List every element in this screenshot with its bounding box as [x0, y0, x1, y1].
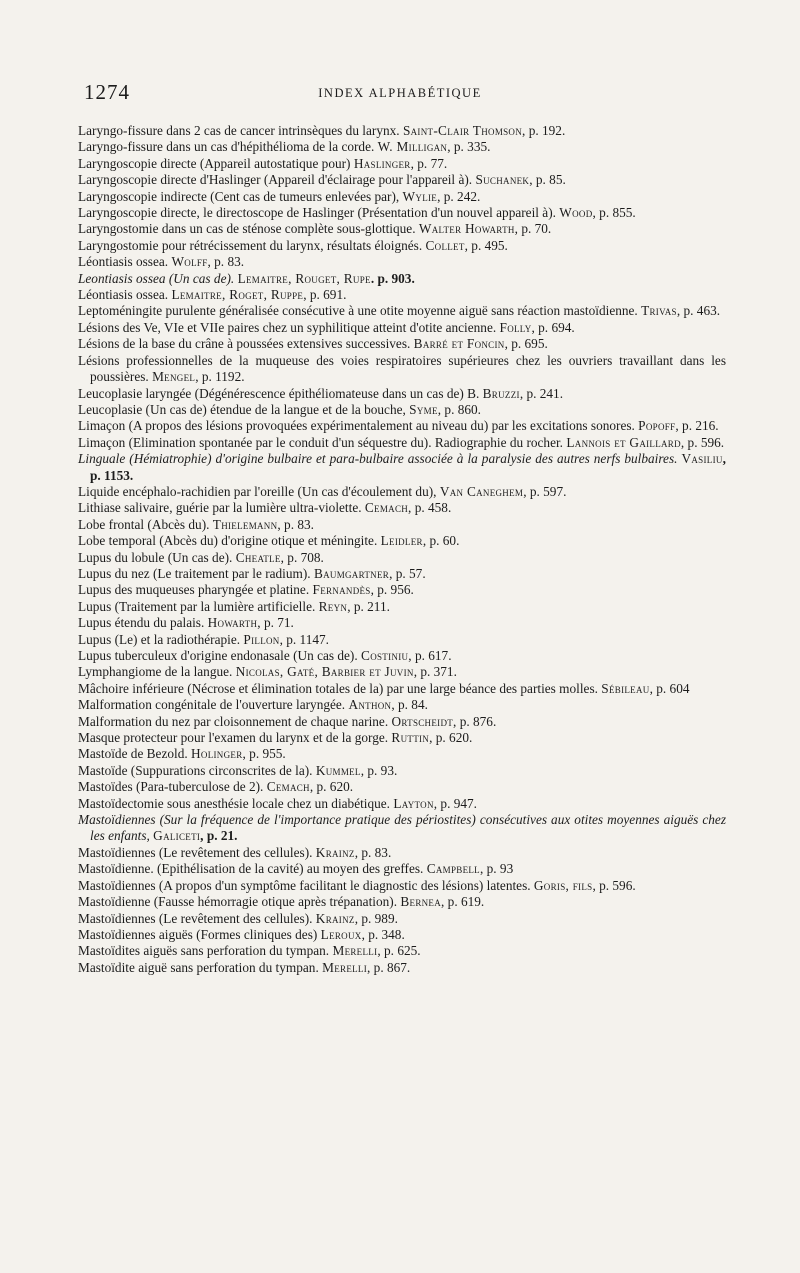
entry-title: Limaçon (Elimination spontanée par le conduit d'un séquestre du). Radiographie du rocher. [78, 434, 564, 450]
entry-page-ref: , p. 93 [479, 861, 514, 877]
entry-author: Mengel [152, 369, 196, 385]
index-entry [78, 336, 726, 352]
entry-author: Walter Howarth [418, 221, 515, 237]
index-entry [78, 746, 726, 762]
index-entry [78, 664, 726, 680]
entry-title: Laryngo-fissure dans un cas d'hépithélioma de la corde. [78, 139, 375, 155]
entry-author: Bernea [400, 894, 442, 910]
entry-author: Ortscheidt [391, 713, 454, 729]
entry-author: Lemaitre, Rouget, Rupe [237, 270, 371, 286]
index-entry [78, 648, 726, 664]
entry-page-ref: , p. 1192. [195, 369, 245, 385]
entry-author: Reyn [318, 598, 348, 614]
entry-author: Merelli [332, 943, 378, 959]
entry-title: Laryngoscopie directe d'Haslinger (Appareil d'éclairage pour l'appareil à). [78, 172, 473, 188]
index-entry [78, 566, 726, 582]
entry-author: Merelli [322, 959, 368, 975]
index-entry [78, 205, 726, 221]
entry-page-ref: , p. 620. [429, 730, 473, 746]
entry-author: Barré et Foncin [413, 336, 505, 352]
index-entry [78, 697, 726, 713]
entry-page-ref: , p. 1153. [90, 451, 726, 483]
entry-author: Anthon [348, 697, 392, 713]
entry-page-ref: , p. 604 [649, 680, 690, 696]
entry-title: Lupus tuberculeux d'origine endonasale (Un cas de). [78, 648, 358, 663]
index-entry [78, 681, 726, 697]
entry-author: Krainz [315, 910, 355, 926]
entry-author: Ruttin [391, 730, 430, 746]
entry-author: Leidler [380, 533, 423, 549]
index-entry [78, 927, 726, 943]
entry-page-ref: , p. 695. [504, 336, 548, 352]
entry-page-ref: , p. 71. [257, 615, 294, 631]
entry-author: Pillon [243, 631, 280, 647]
entry-title: Mastoïdiennes (Le revêtement des cellules). [78, 844, 313, 860]
entry-author: Trivas [641, 303, 677, 319]
entry-title: Limaçon (A propos des lésions provoquées expérimentalement au niveau du) par les excitations sonores. [78, 418, 635, 434]
entry-title: Mastoïdiennes (Sur la fréquence de l'importance pratique des périostites) consécutives aux otites moyennes aiguës chez les enfants, [78, 812, 726, 844]
entry-title: Leucoplasie (Un cas de) étendue de la langue et de la bouche, [78, 401, 406, 417]
index-entry [78, 254, 726, 270]
entry-title: Mastoïdiennes (Le revêtement des cellules). [78, 910, 313, 926]
index-entry [78, 402, 726, 418]
entry-page-ref: , p. 463. [676, 303, 721, 319]
index-entry [78, 845, 726, 861]
entry-title: Laryngoscopie directe (Appareil autostatique pour) [78, 155, 351, 171]
index-entry [78, 435, 726, 451]
entry-page-ref: , p. 93. [360, 762, 398, 778]
entry-author: Collet [425, 237, 465, 253]
entry-title: Mastoïdes (Para-tuberculose de 2). [78, 779, 264, 795]
entry-author: W. Milligan [377, 139, 448, 155]
index-entry [78, 861, 726, 877]
index-entry [78, 960, 726, 976]
index-entries [78, 123, 726, 976]
entry-author: Vasiliu [681, 451, 723, 467]
entry-page-ref: , p. 60. [422, 533, 460, 549]
index-entry [78, 386, 726, 402]
entry-author: Costiniu [361, 648, 409, 663]
index-entry [78, 500, 726, 516]
index-entry [78, 714, 726, 730]
entry-page-ref: , p. 57. [389, 565, 426, 581]
index-entry [78, 599, 726, 615]
entry-title: Laryngoscopie indirecte (Cent cas de tumeurs enlevées par), [78, 188, 400, 204]
entry-title: Mastoïdites aiguës sans perforation du tympan. [78, 943, 330, 959]
index-entry [78, 943, 726, 959]
entry-author: Bruzzi [482, 385, 520, 401]
entry-author: Galiceti [153, 828, 201, 844]
entry-page-ref: , p. 371. [413, 664, 457, 680]
entry-title: Laryngostomie dans un cas de sténose complète sous-glottique. [78, 221, 416, 237]
index-entry [78, 533, 726, 549]
entry-page-ref: , p. 855. [592, 205, 636, 221]
entry-author: Saint-Clair Thomson [402, 123, 523, 138]
entry-author: Lannois et Gaillard [566, 434, 681, 450]
entry-page-ref: , p. 876. [453, 713, 497, 729]
entry-title: Leptoméningite purulente généralisée consécutive à une otite moyenne aiguë sans réaction mastoïdienne. [78, 303, 638, 319]
entry-author: Fernandès [312, 582, 371, 598]
index-entry [78, 353, 726, 386]
index-entry [78, 582, 726, 598]
entry-title: Mastoïdiennes (A propos d'un symptôme facilitant le diagnostic des lésions) latentes. [78, 877, 531, 893]
entry-page-ref: , p. 625. [377, 943, 421, 959]
entry-author: Leroux [320, 926, 362, 942]
entry-author: Howarth [207, 615, 258, 631]
entry-author: Lemaitre, Roget, Ruppe [171, 287, 304, 303]
entry-author: Layton [393, 795, 434, 811]
entry-title: Lésions de la base du crâne à poussées extensives successives. [78, 336, 411, 352]
running-title: INDEX ALPHABÉTIQUE [318, 86, 482, 100]
index-entry [78, 418, 726, 434]
entry-page-ref: , p. 617. [408, 648, 452, 663]
entry-title: Lésions professionnelles de la muqueuse des voies respiratoires supérieures chez les ouvriers travaillant dans les poussières. [78, 352, 726, 385]
entry-title: Mâchoire inférieure (Nécrose et élimination totales de la) par une large béance des parties molles. [78, 680, 598, 696]
entry-author: Thielemann [212, 516, 278, 532]
entry-page-ref: , p. 708. [280, 549, 324, 565]
index-entry [78, 550, 726, 566]
entry-title: Leontiasis ossea (Un cas de). [78, 270, 235, 286]
entry-title: Lupus du nez (Le traitement par le radium). [78, 565, 311, 581]
entry-page-ref: , p. 956. [370, 582, 414, 598]
index-entry [78, 517, 726, 533]
entry-title: Lobe temporal (Abcès du) d'origine otique et méningite. [78, 533, 378, 549]
entry-page-ref: , p. 694. [531, 319, 575, 335]
entry-page-ref: , p. 867. [367, 959, 411, 975]
entry-page-ref: , p. 83. [207, 254, 245, 270]
entry-title: Lésions des Ve, VIe et VIIe paires chez un syphilitique atteint d'otite ancienne. [78, 319, 497, 335]
index-entry [78, 484, 726, 500]
entry-page-ref: , p. 989. [354, 910, 398, 926]
entry-title: Leucoplasie laryngée (Dégénérescence épithéliomateuse dans un cas de) B. [78, 385, 480, 401]
index-entry [78, 320, 726, 336]
entry-author: Sébileau [601, 680, 650, 696]
entry-author: Wolff [171, 254, 208, 270]
entry-author: Syme [409, 401, 438, 417]
entry-author: Goris, fils [533, 877, 593, 893]
entry-title: Léontiasis ossea. [78, 287, 169, 303]
entry-title: Lymphangiome de la langue. [78, 664, 233, 680]
entry-page-ref: , p. 335. [447, 139, 491, 155]
entry-title: Laryngoscopie directe, le directoscope de Haslinger (Présentation d'un nouvel appareil à). [78, 205, 556, 221]
entry-title: Lupus du lobule (Un cas de). [78, 549, 233, 565]
entry-title: Malformation du nez par cloisonnement de chaque narine. [78, 713, 389, 729]
index-entry [78, 287, 726, 303]
index-entry [78, 139, 726, 155]
entry-title: Laryngo-fissure dans 2 cas de cancer intrinsèques du larynx. [78, 123, 400, 138]
index-entry [78, 156, 726, 172]
index-entry [78, 303, 726, 319]
entry-page-ref: , p. 21. [200, 828, 238, 844]
entry-author: Haslinger [353, 155, 411, 171]
entry-page-ref: , p. 216. [675, 418, 719, 434]
entry-page-ref: . p. 903. [370, 270, 415, 286]
index-entry [78, 189, 726, 205]
entry-page-ref: , p. 84. [391, 697, 428, 713]
entry-title: Laryngostomie pour rétrécissement du larynx, résultats éloignés. [78, 237, 423, 253]
index-entry [78, 911, 726, 927]
entry-title: Linguale (Hémiatrophie) d'origine bulbaire et para-bulbaire associée à la paralysie des autres nerfs bulbaires. [78, 451, 678, 467]
index-entry [78, 878, 726, 894]
entry-title: Liquide encéphalo-rachidien par l'oreille (Un cas d'écoulement du), [78, 483, 437, 499]
entry-page-ref: , p. 860. [437, 401, 481, 417]
entry-page-ref: , p. 597. [523, 483, 567, 499]
index-entry [78, 238, 726, 254]
entry-author: Campbell [426, 861, 480, 877]
entry-title: Léontiasis ossea. [78, 254, 169, 270]
index-entry [78, 451, 726, 484]
entry-page-ref: , p. 85. [529, 172, 566, 188]
entry-page-ref: , p. 947. [433, 795, 477, 811]
entry-page-ref: , p. 495. [464, 237, 508, 253]
page-number: 1274 [84, 80, 130, 104]
entry-author: Krainz [315, 844, 355, 860]
entry-title: Mastoïde (Suppurations circonscrites de la). [78, 762, 313, 778]
entry-page-ref: , p. 596. [592, 877, 636, 893]
entry-author: Holinger [191, 746, 243, 762]
index-entry [78, 221, 726, 237]
entry-author: Nicolas, Gaté, Barbier et Juvin [235, 664, 414, 680]
entry-page-ref: , p. 619. [441, 894, 485, 910]
entry-title: Lithiase salivaire, guérie par la lumière ultra-violette. [78, 500, 362, 516]
entry-author: Suchanek [475, 172, 530, 188]
index-entry [78, 812, 726, 845]
entry-title: Masque protecteur pour l'examen du larynx et de la gorge. [78, 730, 389, 746]
entry-title: Mastoïdienne. (Epithélisation de la cavité) au moyen des greffes. [78, 861, 424, 877]
entry-title: Lupus des muqueuses pharyngée et platine. [78, 582, 310, 598]
entry-author: Kummel [315, 762, 361, 778]
entry-page-ref: , p. 241. [519, 385, 564, 401]
index-entry [78, 730, 726, 746]
entry-title: Lupus (Le) et la radiothérapie. [78, 631, 241, 647]
index-entry [78, 615, 726, 631]
entry-title: Mastoïde de Bezold. [78, 746, 188, 762]
entry-title: Malformation congénitale de l'ouverture laryngée. [78, 697, 346, 713]
index-entry [78, 123, 726, 139]
index-entry [78, 779, 726, 795]
index-entry [78, 763, 726, 779]
entry-page-ref: , p. 83. [277, 516, 314, 532]
entry-page-ref: , p. 192. [522, 123, 566, 138]
entry-page-ref: , p. 242. [437, 188, 481, 204]
entry-page-ref: , p. 70. [514, 221, 552, 237]
entry-page-ref: , p. 596. [680, 434, 725, 450]
entry-page-ref: , p. 691. [303, 287, 347, 303]
entry-page-ref: , p. 955. [242, 746, 286, 762]
index-entry [78, 172, 726, 188]
entry-author: Cemach [364, 500, 409, 516]
entry-page-ref: , p. 211. [347, 598, 390, 614]
index-entry [78, 632, 726, 648]
entry-author: Wood [559, 205, 593, 221]
entry-title: Mastoïdiennes aiguës (Formes cliniques des) [78, 926, 318, 942]
entry-author: Popoff [638, 418, 676, 434]
index-entry [78, 796, 726, 812]
entry-author: Van Caneghem [439, 483, 524, 499]
entry-title: Lupus étendu du palais. [78, 615, 205, 631]
index-entry [78, 894, 726, 910]
entry-title: Mastoïdienne (Fausse hémorragie otique après trépanation). [78, 894, 398, 910]
entry-page-ref: , p. 77. [410, 155, 448, 171]
entry-title: Lobe frontal (Abcès du). [78, 516, 210, 532]
entry-page-ref: , p. 348. [361, 926, 405, 942]
entry-author: Cemach [266, 779, 310, 795]
entry-page-ref: , p. 620. [309, 779, 354, 795]
index-entry [78, 271, 726, 287]
entry-author: Cheatle [235, 549, 281, 565]
entry-author: Baumgartner [313, 565, 390, 581]
entry-page-ref: , p. 458. [408, 500, 452, 516]
entry-author: Wylie [402, 188, 438, 204]
entry-page-ref: , p. 1147. [279, 631, 329, 647]
entry-title: Mastoïdectomie sous anesthésie locale chez un diabétique. [78, 795, 391, 811]
entry-title: Lupus (Traitement par la lumière artificielle. [78, 598, 316, 614]
entry-author: Folly [499, 319, 532, 335]
entry-title: Mastoïdite aiguë sans perforation du tympan. [78, 959, 319, 975]
entry-page-ref: , p. 83. [354, 844, 392, 860]
